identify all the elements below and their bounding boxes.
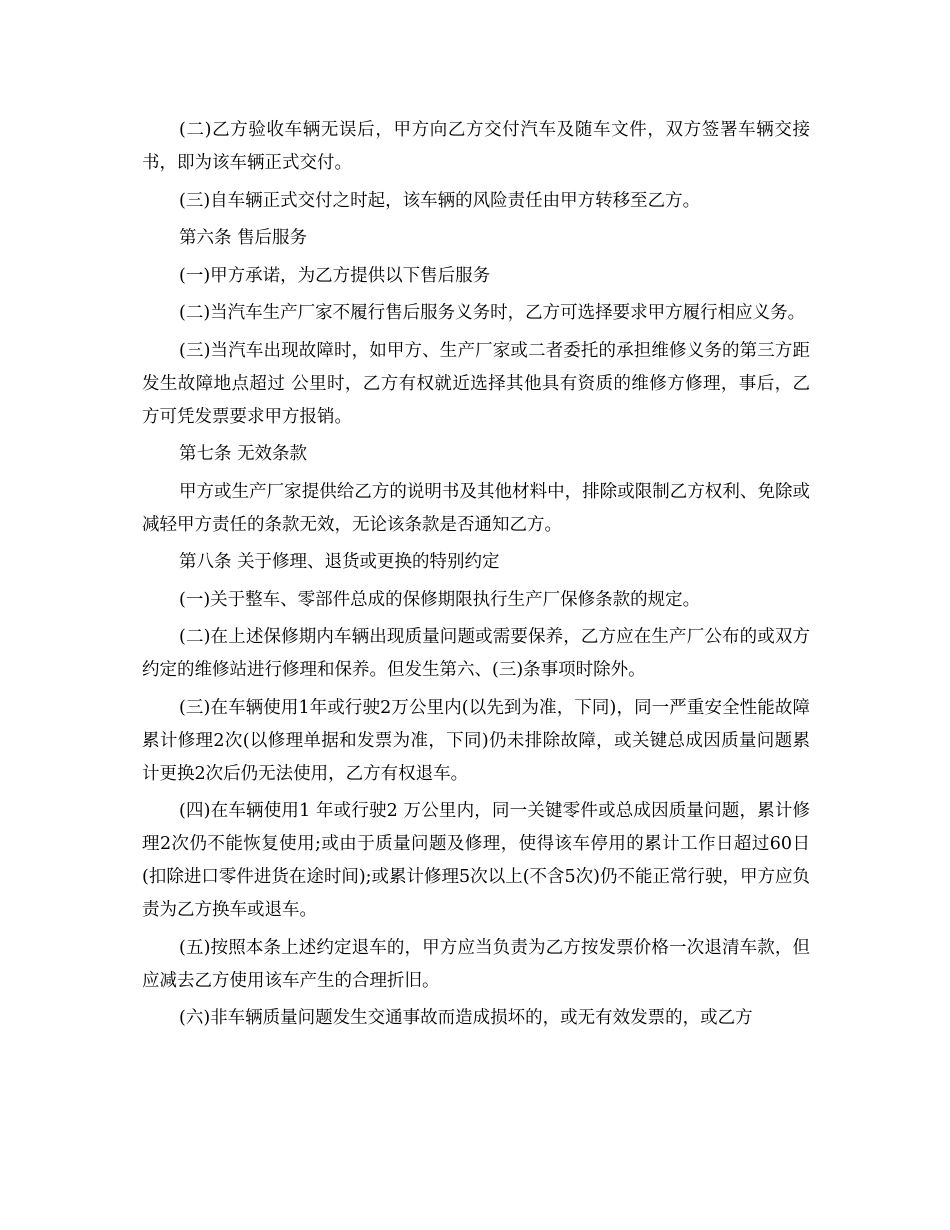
paragraph-8-3: (三)在车辆使用1年或行驶2万公里内(以先到为准，下同)，同一严重安全性能故障累计修理2次(以修理单据和发票为准，下同)仍未排除故障，或关键总成因质量问题累计更换2次后仍无法使用，乙方有权退车。 [142,697,810,784]
paragraph-8-6: (六)非车辆质量问题发生交通事故而造成损坏的，或无有效发票的，或乙方 [179,1008,753,1028]
article-6-heading: 第六条 售后服务 [179,228,308,248]
paragraph-6-3: (三)当汽车出现故障时，如甲方、生产厂家或二者委托的承担维修义务的第三方距发生故障地点超过 公里时，乙方有权就近选择其他具有资质的维修方修理，事后，乙方可凭发票要求甲方报销。 [142,340,810,427]
article-8-heading: 第八条 关于修理、退货或更换的特别约定 [179,552,500,572]
paragraph-6-2: (二)当汽车生产厂家不履行售后服务义务时，乙方可选择要求甲方履行相应义务。 [179,303,806,323]
article-7-heading: 第七条 无效条款 [179,444,308,464]
paragraph-5-3: (三)自车辆正式交付之时起，该车辆的风险责任由甲方转移至乙方。 [179,190,701,211]
paragraph-8-4: (四)在车辆使用1 年或行驶2 万公里内，同一关键零件或总成因质量问题，累计修理2次仍不能恢复使用;或由于质量问题及修理，使得该车停用的累计工作日超过60日(扣除进口零件进货在途时间);或累计修理5次以上(不含5次)仍不能正常行驶，甲方应负责为乙方换车或退车。 [142,801,810,920]
paragraph-8-2: (二)在上述保修期内车辆出现质量问题或需要保养，乙方应在生产厂公布的或双方约定的维修站进行修理和保养。但发生第六、(三)条事项时除外。 [142,627,810,680]
paragraph-7-1: 甲方或生产厂家提供给乙方的说明书及其他材料中，排除或限制乙方权利、免除或减轻甲方责任的条款无效，无论该条款是否通知乙方。 [142,481,810,535]
paragraph-5-2: (二)乙方验收车辆无误后，甲方向乙方交付汽车及随车文件，双方签署车辆交接书，即为该车辆正式交付。 [142,120,810,173]
paragraph-6-1: (一)甲方承诺，为乙方提供以下售后服务 [179,265,491,286]
paragraph-8-1: (一)关于整车、零部件总成的保修期限执行生产厂保修条款的规定。 [179,589,701,610]
paragraph-8-5: (五)按照本条上述约定退车的，甲方应当负责为乙方按发票价格一次退清车款，但应减去乙方使用该车产生的合理折旧。 [142,937,810,991]
document-body [142,114,810,1040]
